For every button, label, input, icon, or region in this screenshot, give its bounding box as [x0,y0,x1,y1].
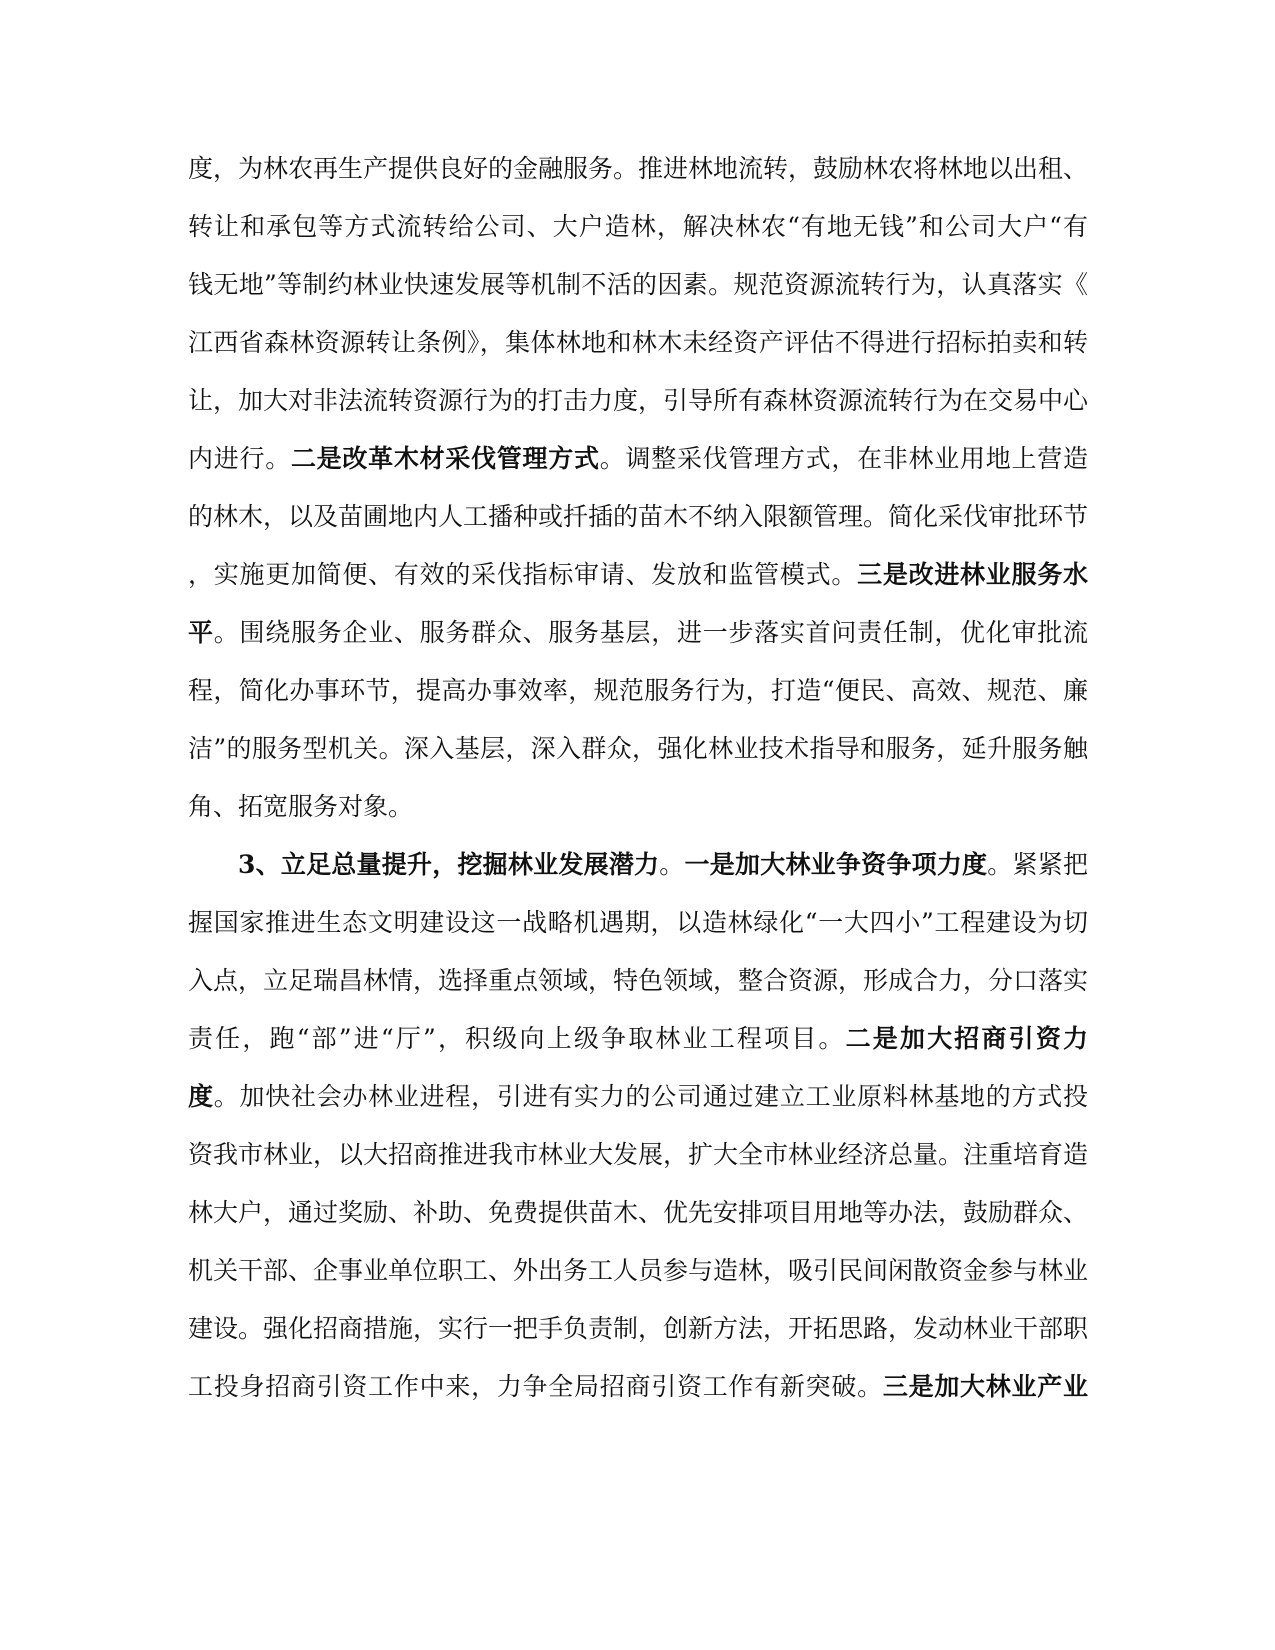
text-line [188,1126,1088,1184]
bold-heading: 三是加大林业产业 [882,1372,1088,1401]
text-segment: 。 [659,850,685,879]
text-segment: 入点，立足瑞昌林情，选择重点领域，特色领域，整合资源，形成合力，分口落实 [188,966,1088,995]
text-line [188,1184,1088,1242]
bold-heading: 3、立足总量提升，挖掘林业发展潜力 [238,850,660,879]
text-segment: 的林木，以及苗圃地内人工播种或扦插的苗木不纳入限额管理。简化采伐审批环节 [188,502,1088,531]
text-line [188,1010,1088,1068]
text-line [188,604,1088,662]
bold-heading: 二是加大招商引资力 [845,1024,1088,1053]
text-segment: 度，为林农再生产提供良好的金融服务。推进林地流转，鼓励林农将林地以出租、 [188,154,1088,183]
text-line [188,952,1088,1010]
text-segment: 内进行。 [188,444,291,473]
text-line [188,720,1088,778]
text-segment: 钱无地”等制约林业快速发展等机制不活的因素。规范资源流转行为，认真落实《 [188,270,1088,299]
text-segment: 握国家推进生态文明建设这一战略机遇期，以造林绿化“一大四小”工程建设为切 [188,908,1088,937]
text-segment: 林大户，通过奖励、补助、免费提供苗木、优先安排项目用地等办法，鼓励群众、 [188,1198,1088,1227]
text-segment: 程，简化办事环节，提高办事效率，规范服务行为，打造“便民、高效、规范、廉 [188,676,1088,705]
text-line [188,836,1088,894]
text-segment: 洁”的服务型机关。深入基层，深入群众，强化林业技术指导和服务，延升服务触 [188,734,1088,763]
text-segment: 。围绕服务企业、服务群众、服务基层，进一步落实首问责任制，优化审批流 [213,618,1088,647]
text-line [188,256,1088,314]
text-segment: 转让和承包等方式流转给公司、大户造林，解决林农“有地无钱”和公司大户“有 [188,212,1088,241]
text-line [188,1358,1088,1416]
text-segment: 让，加大对非法流转资源行为的打击力度，引导所有森林资源流转行为在交易中心 [188,386,1088,415]
text-line [188,198,1088,256]
text-segment: 工投身招商引资工作中来，力争全局招商引资工作有新突破。 [188,1372,883,1401]
text-segment: 责任，跑“部”进“厅”，积级向上级争取林业工程项目。 [188,1024,846,1053]
document-body [188,140,1088,1416]
text-line [188,1068,1088,1126]
text-line [188,894,1088,952]
bold-heading: 二是改革木材采伐管理方式 [290,444,600,473]
text-segment: 。加快社会办林业进程，引进有实力的公司通过建立工业原料林基地的方式投 [213,1082,1088,1111]
text-line [188,662,1088,720]
text-line [188,1242,1088,1300]
text-segment: 。调整采伐管理方式，在非林业用地上营造 [599,444,1088,473]
bold-heading: 三是改进林业服务水 [857,560,1088,589]
text-line [188,488,1088,546]
text-segment: 资我市林业，以大招商推进我市林业大发展，扩大全市林业经济总量。注重培育造 [188,1140,1088,1169]
bold-heading: 一是加大林业争资争项力度 [684,850,988,879]
text-line [188,372,1088,430]
text-segment: 江西省森林资源转让条例》，集体林地和林木未经资产评估不得进行招标拍卖和转 [188,328,1088,357]
text-line [188,430,1088,488]
text-segment: 。紧紧把 [987,850,1088,879]
bold-heading: 度 [188,1082,214,1111]
text-segment: 角、拓宽服务对象。 [188,792,414,821]
text-segment: 建设。强化招商措施，实行一把手负责制，创新方法，开拓思路，发动林业干部职 [188,1314,1088,1343]
text-segment: ，实施更加简便、有效的采伐指标审请、发放和监管模式。 [188,560,858,589]
bold-heading: 平 [188,618,214,647]
text-line [188,1300,1088,1358]
text-line [188,778,1088,836]
text-segment: 机关干部、企事业单位职工、外出务工人员参与造林，吸引民间闲散资金参与林业 [188,1256,1088,1285]
text-line [188,546,1088,604]
text-line [188,314,1088,372]
text-line [188,140,1088,198]
